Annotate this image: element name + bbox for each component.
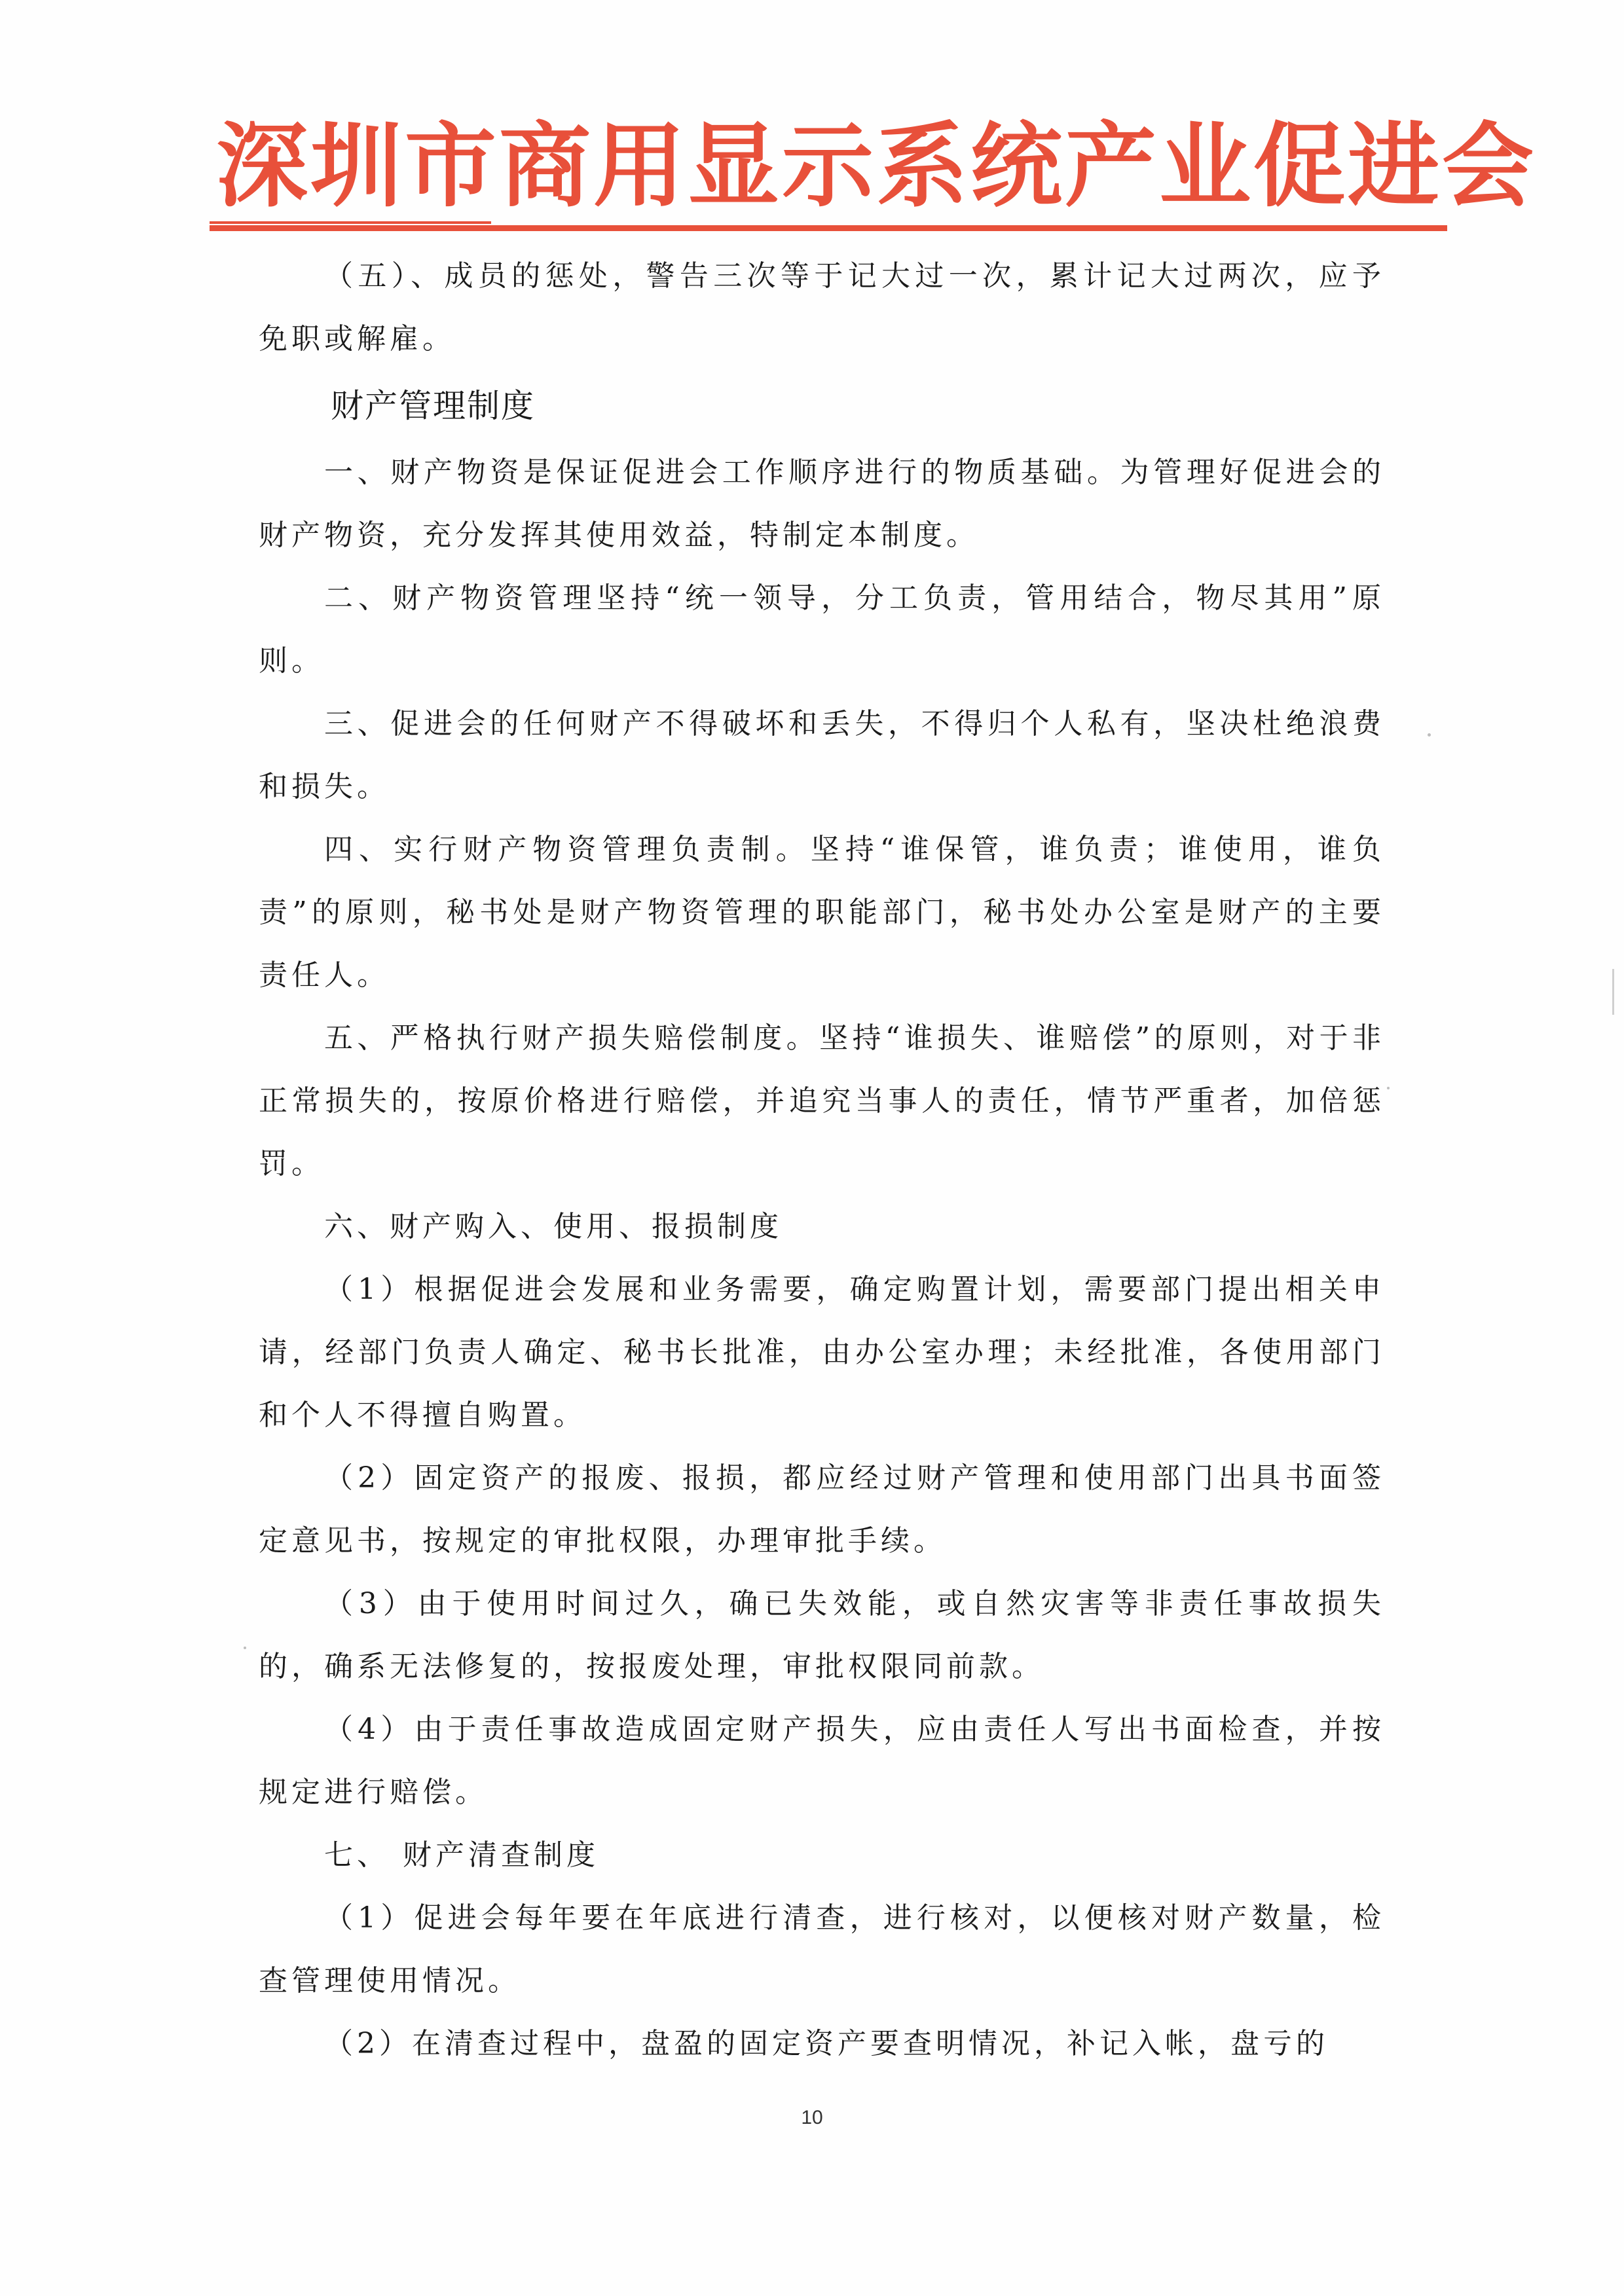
paragraph-item-7-1: （1）促进会每年要在年底进行清查，进行核对，以便核对财产数量，检查管理使用情况。 bbox=[259, 1901, 1385, 1997]
scan-edge-mark bbox=[1612, 969, 1614, 1015]
scan-speck bbox=[1428, 733, 1431, 737]
letterhead-title: 深圳市商用显示系统产业促进会 bbox=[216, 113, 1537, 220]
paragraph-item-5: 五、严格执行财产损失赔偿制度。坚持“谁损失、谁赔偿”的原则，对于非正常损失的，按原价格进行赔偿，并追究当事人的责任，情节严重者，加倍惩罚。 bbox=[259, 1021, 1385, 1180]
document-body bbox=[259, 245, 1385, 2075]
scan-speck bbox=[244, 1647, 246, 1649]
letterhead-rule bbox=[210, 225, 1447, 231]
scan-speck bbox=[1387, 1087, 1390, 1089]
paragraph-item-1: 一、财产物资是保证促进会工作顺序进行的物质基础。为管理好促进会的财产物资，充分发挥其使用效益，特制定本制度。 bbox=[259, 456, 1385, 552]
paragraph-item-3: 三、促进会的任何财产不得破坏和丢失，不得归个人私有，坚决杜绝浪费和损失。 bbox=[259, 707, 1385, 803]
paragraph-item-6-heading: 六、财产购入、使用、报损制度 bbox=[324, 1210, 783, 1243]
paragraph-item-2: 二、财产物资管理坚持“统一领导，分工负责，管用结合，物尽其用”原则。 bbox=[259, 581, 1385, 678]
page-number: 10 bbox=[801, 2107, 823, 2128]
paragraph-item-7-heading: 七、 财产清查制度 bbox=[324, 1838, 599, 1872]
paragraph-item-6-2: （2）固定资产的报废、报损，都应经过财产管理和使用部门出具书面签定意见书，按规定的审批权限，办理审批手续。 bbox=[259, 1461, 1385, 1558]
paragraph-item-7-2: （2）在清查过程中，盘盈的固定资产要查明情况，补记入帐，盘亏的 bbox=[324, 2027, 1329, 2060]
paragraph-punishment: （五）、成员的惩处，警告三次等于记大过一次，累计记大过两次，应予免职或解雇。 bbox=[259, 259, 1385, 355]
paragraph-item-6-4: （4）由于责任事故造成固定财产损失，应由责任人写出书面检查，并按规定进行赔偿。 bbox=[259, 1713, 1385, 1809]
letterhead-rule-thin bbox=[210, 221, 491, 224]
paragraph-item-6-3: （3）由于使用时间过久，确已失效能，或自然灾害等非责任事故损失的，确系无法修复的，按报废处理，审批权限同前款。 bbox=[259, 1587, 1385, 1683]
paragraph-item-4: 四、实行财产物资管理负责制。坚持“谁保管，谁负责；谁使用，谁负责”的原则，秘书处是财产物资管理的职能部门，秘书处办公室是财产的主要责任人。 bbox=[259, 833, 1385, 992]
section-heading-property: 财产管理制度 bbox=[331, 387, 535, 425]
paragraph-item-6-1: （1）根据促进会发展和业务需要，确定购置计划，需要部门提出相关申请，经部门负责人确定、秘书长批准，由办公室办理；未经批准，各使用部门和个人不得擅自购置。 bbox=[259, 1273, 1385, 1432]
